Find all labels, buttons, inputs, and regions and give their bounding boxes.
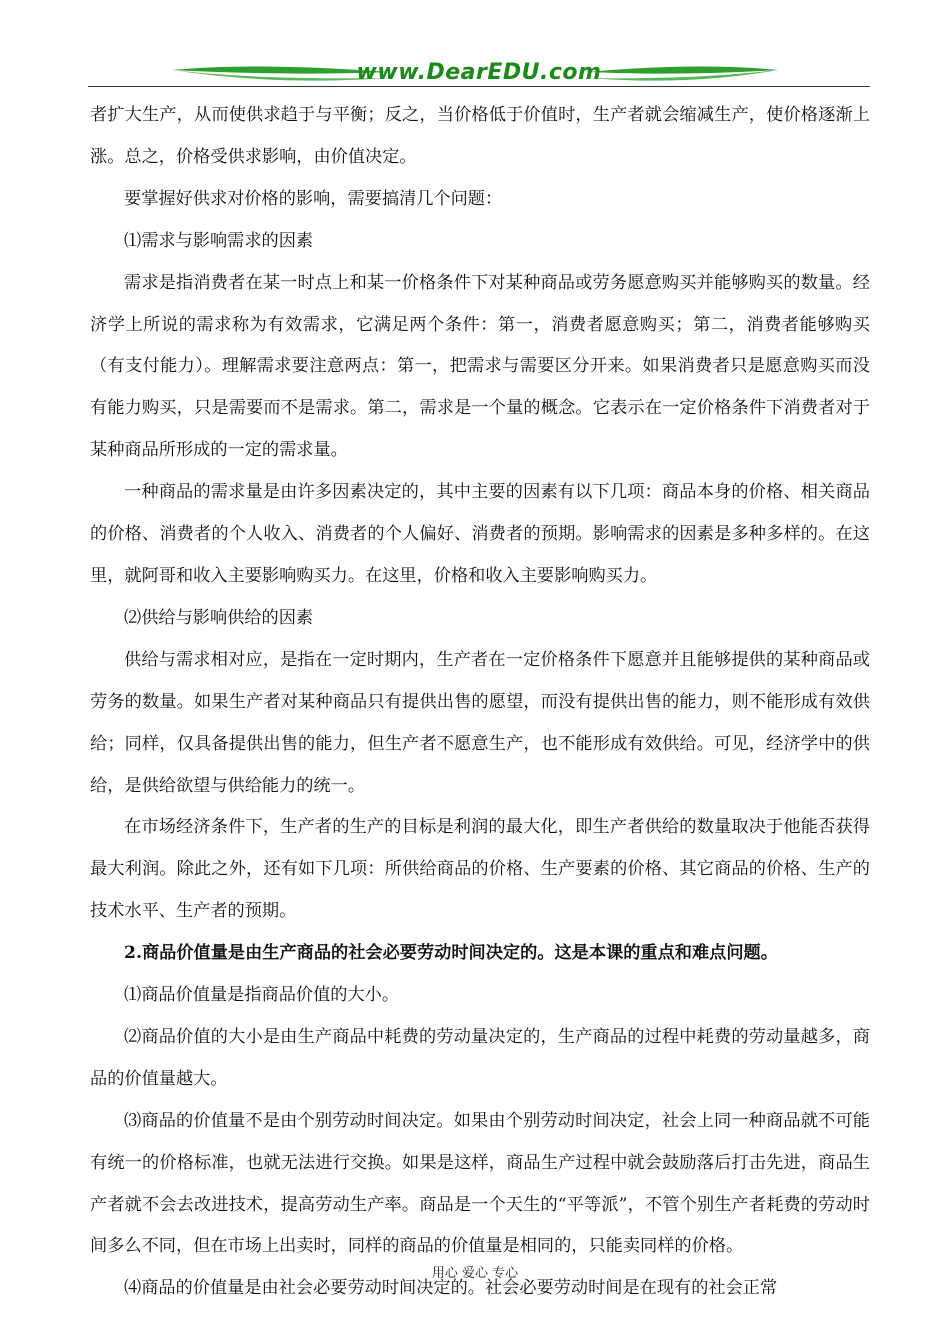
paragraph: ⑵供给与影响供给的因素 — [124, 607, 314, 628]
document-body — [90, 95, 870, 1310]
page-header — [88, 56, 870, 96]
paragraph: ⑷商品的价值量是由社会必要劳动时间决定的。社会必要劳动时间是在现有的社会正常 — [124, 1278, 778, 1299]
paragraph: ⑵商品价值的大小是由生产商品中耗费的劳动量决定的，生产商品的过程中耗费的劳动量越多，商品的价值量越大。 — [90, 1026, 870, 1089]
paragraph: 一种商品的需求量是由许多因素决定的，其中主要的因素有以下几项：商品本身的价格、相关商品的价格、消费者的个人收入、消费者的个人偏好、消费者的预期。影响需求的因素是多种多样的。在这里，就阿哥和收入主要影响购买力。在这里，价格和收入主要影响购买力。 — [90, 482, 870, 586]
paragraph: 供给与需求相对应，是指在一定时期内，生产者在一定价格条件下愿意并且能够提供的某种商品或劳务的数量。如果生产者对某种商品只有提供出售的愿望，而没有提供出售的能力，则不能形成有效供给；同样，仅具备提供出售的能力，但生产者不愿意生产，也不能形成有效供给。可见，经济学中的供给，是供给欲望与供给能力的统一。 — [90, 649, 870, 796]
paragraph: 要掌握好供求对价格的影响，需要搞清几个问题： — [124, 188, 503, 209]
paragraph: ⑶商品的价值量不是由个别劳动时间决定。如果由个别劳动时间决定，社会上同一种商品就不可能有统一的价格标准，也就无法进行交换。如果是这样，商品生产过程中就会鼓励落后打击先进，商品生产者就不会去改进技术，提高劳动生产率。商品是一个天生的“平等派”，不管个别生产者耗费的劳动时间多么不同，但在市场上出卖时，同样的商品的价值量是相同的，只能卖同样的价格。 — [90, 1110, 870, 1257]
page-footer: 用心 爱心 专心 — [431, 1266, 519, 1281]
header-logo-text: www.DearEDU.com — [356, 60, 602, 85]
paragraph: ⑴需求与影响需求的因素 — [124, 230, 314, 251]
paragraph: 2.商品价值量是由生产商品的社会必要劳动时间决定的。这是本课的重点和难点问题。 — [124, 943, 778, 964]
paragraph: 者扩大生产，从而使供求趋于与平衡；反之，当价格低于价值时，生产者就会缩减生产，使价格逐渐上涨。总之，价格受供求影响，由价值决定。 — [90, 105, 870, 167]
paragraph: 需求是指消费者在某一时点上和某一价格条件下对某种商品或劳务愿意购买并能够购买的数量。经济学上所说的需求称为有效需求，它满足两个条件：第一，消费者愿意购买；第二，消费者能够购买（有支付能力）。理解需求要注意两点：第一，把需求与需要区分开来。如果消费者只是愿意购买而没有能力购买，只是需要而不是需求。第二，需求是一个量的概念。它表示在一定价格条件下消费者对于某种商品所形成的一定的需求量。 — [90, 272, 870, 461]
paragraph: 在市场经济条件下，生产者的生产的目标是利润的最大化，即生产者供给的数量取决于他能否获得最大利润。除此之外，还有如下几项：所供给商品的价格、生产要素的价格、其它商品的价格、生产的技术水平、生产者的预期。 — [90, 817, 870, 922]
paragraph: ⑴商品价值量是指商品价值的大小。 — [124, 985, 400, 1006]
header-rule — [88, 86, 870, 87]
